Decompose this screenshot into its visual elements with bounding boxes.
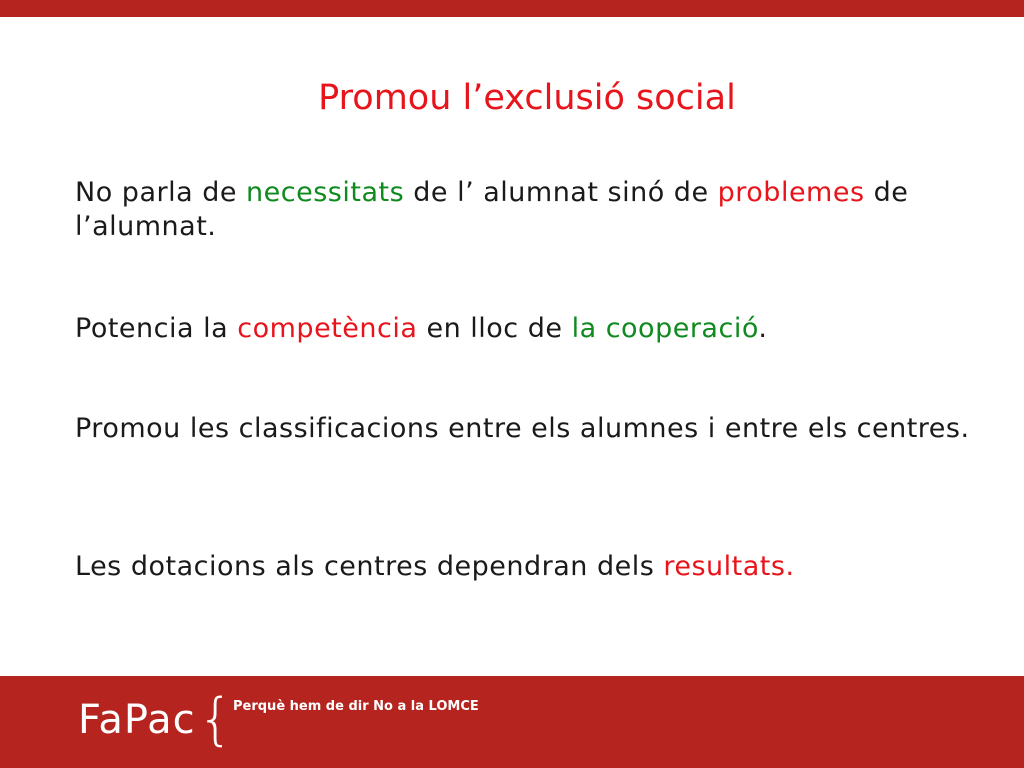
logo-wordmark: FaPac — [78, 697, 196, 743]
paragraph-competition-text-2: en lloc de — [417, 313, 572, 344]
paragraph-competition-text-1: Potencia la — [75, 313, 238, 344]
paragraph-competition — [75, 312, 1010, 346]
paragraph-rankings-text: Promou les classificacions entre els alumnes i entre els centres. — [75, 413, 970, 444]
footer-tagline: Perquè hem de dir No a la LOMCE — [233, 699, 479, 714]
paragraph-needs — [75, 176, 1010, 244]
highlight-problemes: problemes — [717, 177, 865, 208]
highlight-resultats: resultats. — [663, 551, 795, 582]
paragraph-rankings — [75, 412, 1010, 446]
paragraph-needs-text-3: de l’alumnat. — [75, 177, 909, 242]
paragraph-competition-text-3: . — [758, 313, 768, 344]
paragraph-needs-text-2: de l’ alumnat sinó de — [404, 177, 718, 208]
highlight-competencia: competència — [237, 313, 418, 344]
slide-title: Promou l’exclusió social — [318, 78, 736, 118]
logo-brace: { — [197, 687, 234, 752]
highlight-cooperacio: la cooperació — [571, 313, 759, 344]
highlight-necessitats: necessitats — [246, 177, 405, 208]
paragraph-needs-text-1: No parla de — [75, 177, 247, 208]
fapac-logo — [78, 687, 234, 752]
top-bar — [0, 0, 1024, 17]
paragraph-funding — [75, 550, 1010, 584]
paragraph-funding-text-1: Les dotacions als centres dependran dels — [75, 551, 664, 582]
